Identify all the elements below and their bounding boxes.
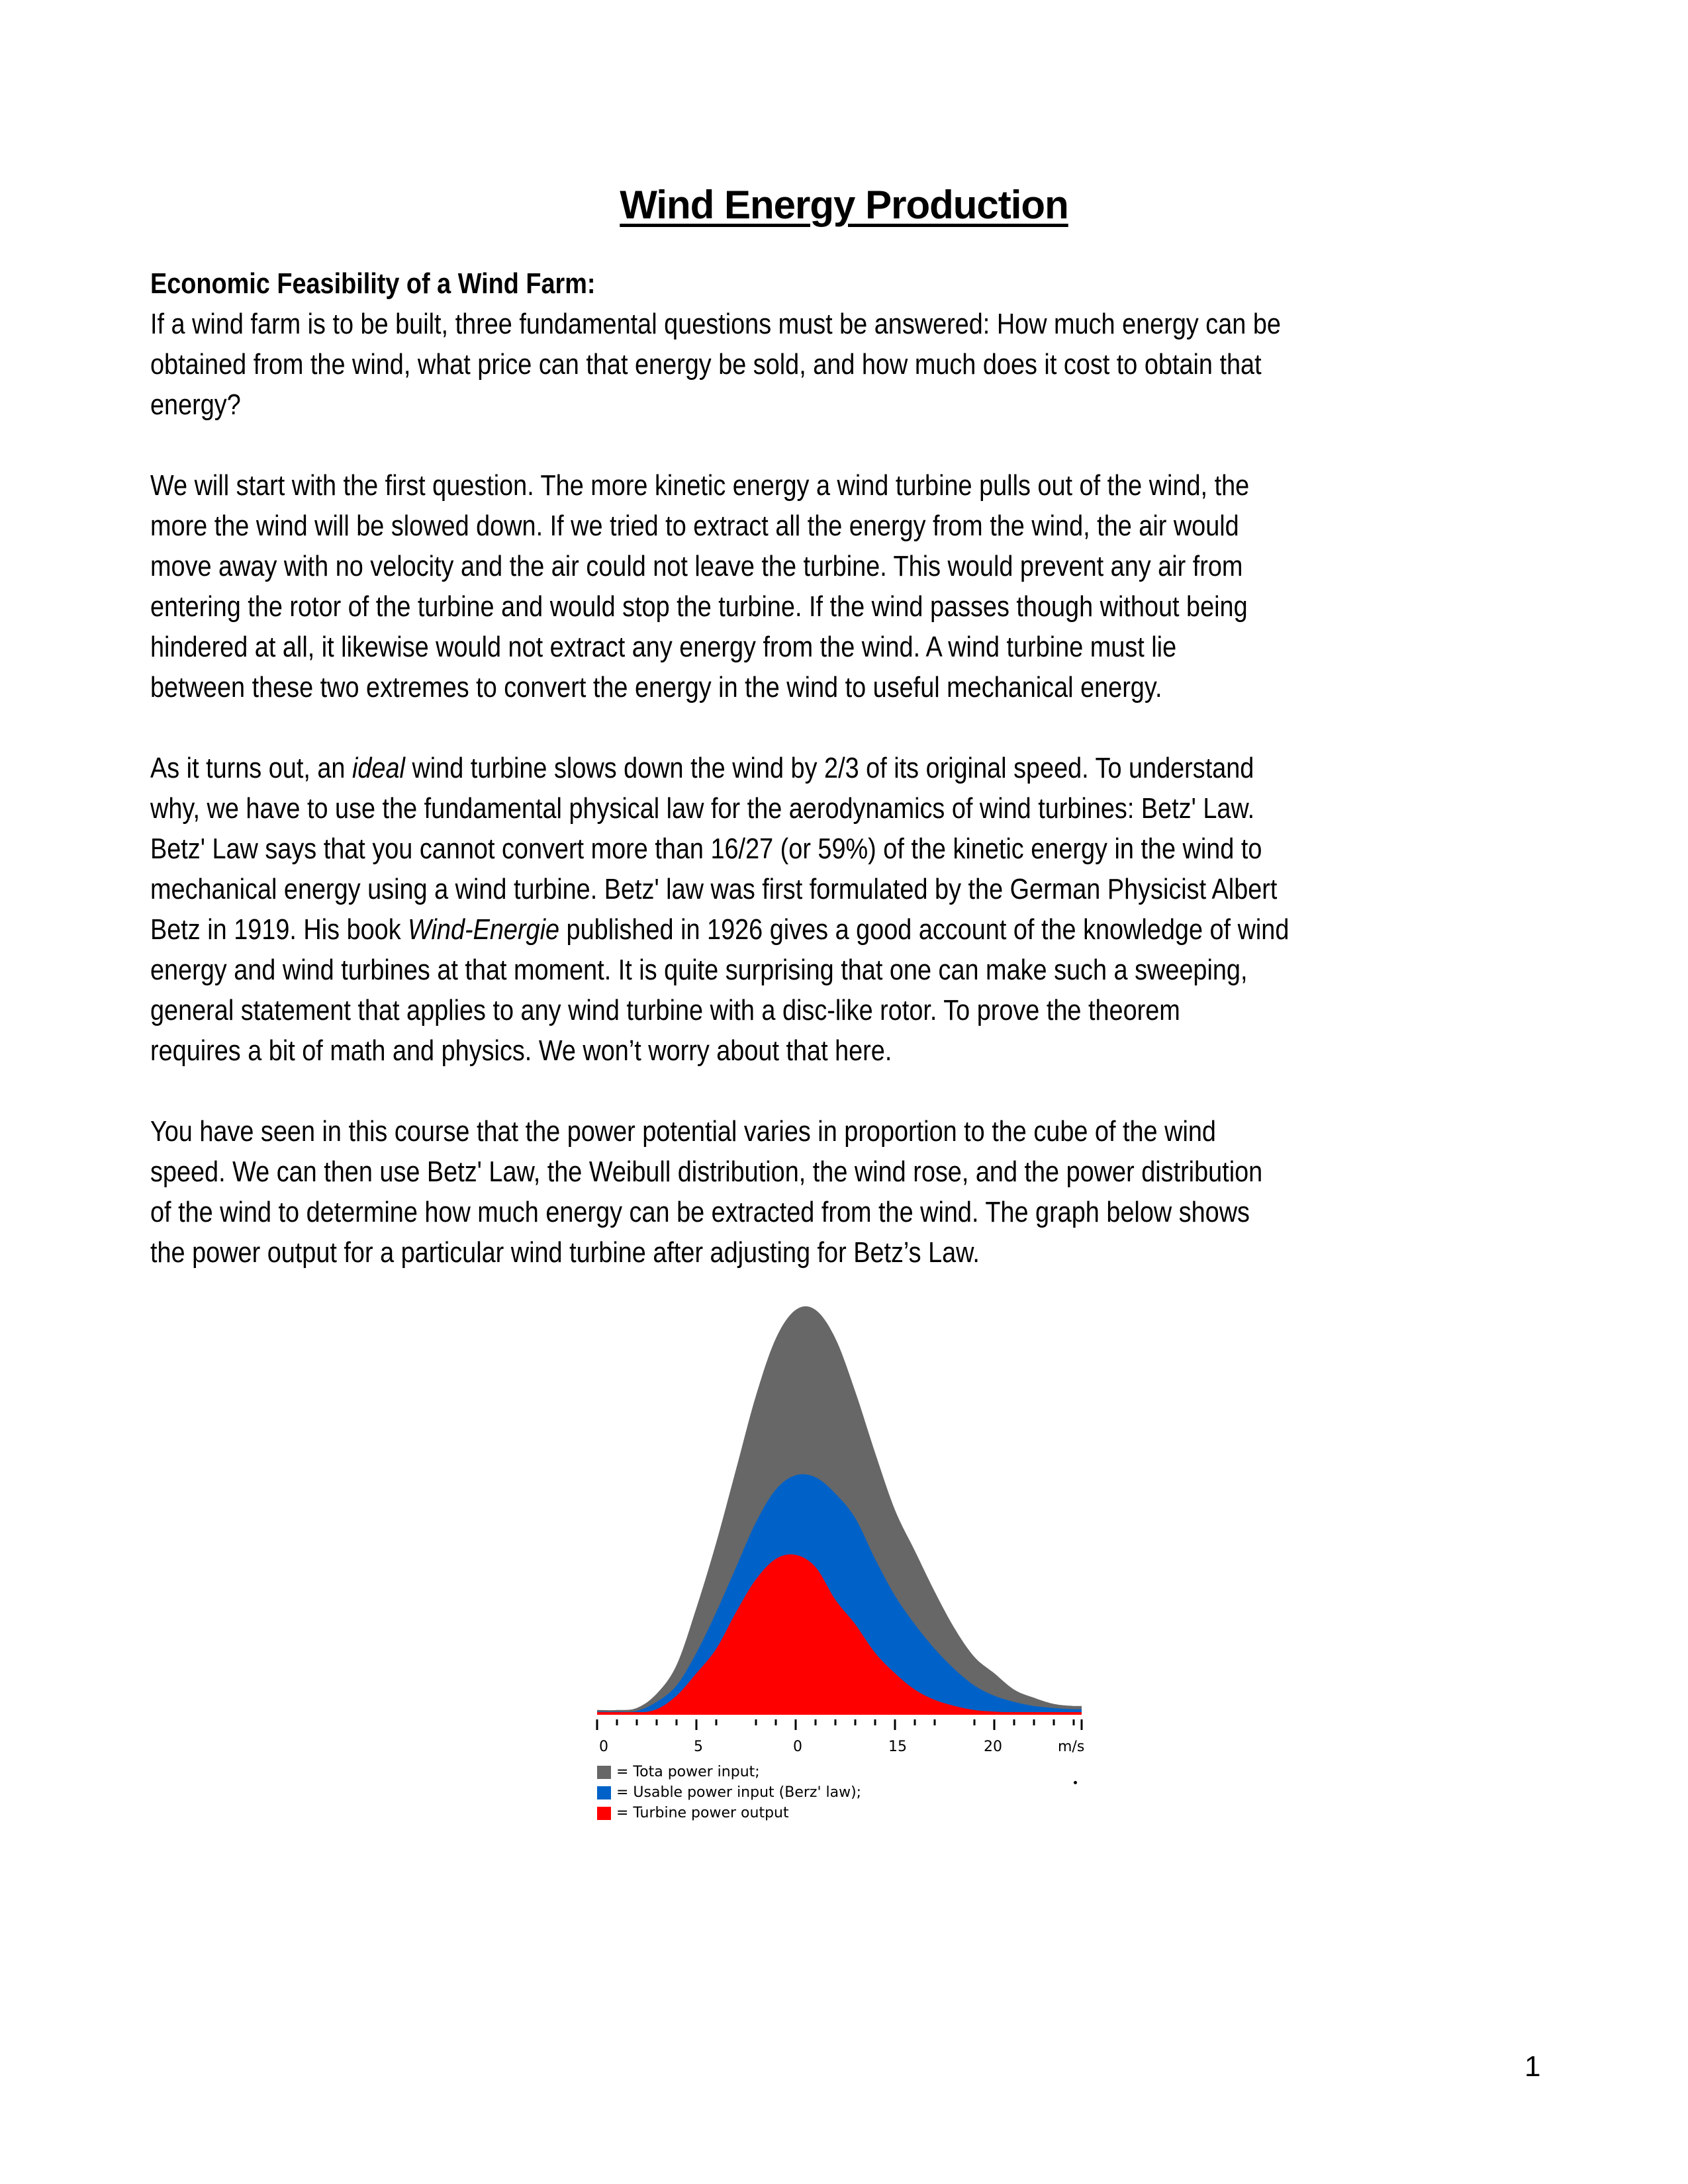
text-line: energy and wind turbines at that moment. It is quite surprising that one can make such a sweeping, [150,954,1248,986]
text-line: Betz in 1919. His book Wind-Energie published in 1926 gives a good account of the knowledge of wind [150,913,1289,946]
minor-tick [636,1719,638,1725]
page-title [0,177,1688,233]
legend-label: = Tota power input; [616,1763,760,1780]
minor-tick [815,1719,817,1725]
text-line: We will start with the first question. The more kinetic energy a wind turbine pulls out of the wind, the [150,469,1250,502]
paragraph [150,1111,1547,1273]
body-text [150,263,1547,1273]
text-line: entering the rotor of the turbine and would stop the turbine. If the wind passes though without being [150,590,1248,623]
minor-tick [1073,1719,1075,1725]
text-line: mechanical energy using a wind turbine. Betz' law was first formulated by the German Physicist Albert [150,873,1278,905]
minor-tick [1033,1719,1035,1725]
total-power-area [597,1306,1082,1714]
legend-label: = Turbine power output [616,1804,789,1821]
page-number: 1 [1524,2050,1541,2083]
text-line: why, we have to use the fundamental physical law for the aerodynamics of wind turbines: Betz' Law. [150,792,1255,825]
minor-tick [914,1719,916,1725]
minor-tick [755,1719,757,1725]
x-tick-label: 5 [694,1739,703,1755]
legend-item [597,1762,861,1782]
paragraphs [150,304,1547,1273]
text-line: You have seen in this course that the power potential varies in proportion to the cube of the wind [150,1115,1216,1148]
legend-swatch-icon [597,1786,611,1799]
minor-tick [716,1719,718,1725]
minor-tick [616,1719,618,1725]
legend-label: = Usable power input (Berz' law); [616,1784,862,1801]
legend-item [597,1782,861,1803]
text-line: move away with no velocity and the air could not leave the turbine. This would prevent any air from [150,550,1243,582]
x-tick-label: 15 [888,1739,907,1755]
x-tick-label: 0 [599,1739,608,1755]
text-line: If a wind farm is to be built, three fundamental questions must be answered: How much energy can be [150,308,1281,340]
baseline [597,1712,1082,1715]
text-line: between these two extremes to convert the energy in the wind to useful mechanical energy. [150,671,1162,704]
emphasized-text: ideal [352,752,405,784]
stray-dot [1074,1781,1077,1784]
minor-tick [775,1719,777,1725]
text-line: hindered at all, it likewise would not extract any energy from the wind. A wind turbine must lie [150,631,1177,663]
major-tick [795,1719,797,1730]
emphasized-text: Wind-Energie [408,913,560,946]
text-line: requires a bit of math and physics. We won’t worry about that here. [150,1034,892,1067]
legend-swatch-icon [597,1766,611,1779]
page-title-text: Wind Energy Production [620,183,1068,227]
major-tick [1081,1719,1083,1730]
section-heading: Economic Feasibility of a Wind Farm: [150,267,596,300]
paragraph [150,748,1547,1071]
major-tick [596,1719,598,1730]
legend-swatch-icon [597,1807,611,1820]
text-line: energy? [150,388,241,421]
x-tick-label: 0 [793,1739,802,1755]
text-line: the power output for a particular wind turbine after adjusting for Betz’s Law. [150,1236,980,1269]
text-line: more the wind will be slowed down. If we tried to extract all the energy from the wind, the air would [150,510,1239,542]
text-line: general statement that applies to any wind turbine with a disc-like rotor. To prove the theorem [150,994,1180,1026]
text-line: of the wind to determine how much energy can be extracted from the wind. The graph below shows [150,1196,1250,1228]
paragraph [150,465,1547,707]
text-line: As it turns out, an ideal wind turbine slows down the wind by 2/3 of its original speed. To understand [150,752,1254,784]
major-tick [894,1719,896,1730]
major-tick [696,1719,698,1730]
minor-tick [1053,1719,1055,1725]
minor-tick [974,1719,976,1725]
major-tick [994,1719,996,1730]
minor-tick [676,1719,678,1725]
turbine-output-area [597,1555,1082,1714]
x-tick-label: m/s [1058,1739,1085,1755]
usable-power-area [597,1475,1082,1715]
minor-tick [934,1719,936,1725]
chart-legend [597,1762,861,1823]
minor-tick [874,1719,876,1725]
minor-tick [835,1719,837,1725]
minor-tick [656,1719,658,1725]
minor-tick [855,1719,857,1725]
paragraph [150,304,1547,425]
legend-item [597,1803,861,1823]
minor-tick [1013,1719,1015,1725]
x-tick-label: 20 [984,1739,1002,1755]
text-line: Betz' Law says that you cannot convert more than 16/27 (or 59%) of the kinetic energy in the wind to [150,833,1262,865]
text-line: obtained from the wind, what price can that energy be sold, and how much does it cost to obtain that [150,348,1262,381]
text-line: speed. We can then use Betz' Law, the Weibull distribution, the wind rose, and the power distribution [150,1156,1263,1188]
